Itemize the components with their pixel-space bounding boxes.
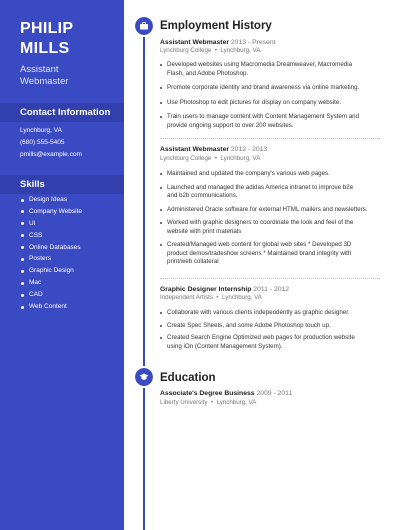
job-bullets bbox=[160, 309, 380, 351]
job-bullet: Administered Oracle software for external HTML mailers and newsletters. bbox=[160, 206, 380, 215]
skill-item: Mac bbox=[20, 279, 82, 291]
job-bullet: Collaborate with various clients independently as graphic designer. bbox=[160, 309, 380, 318]
job-dates: 2013 - Present bbox=[230, 39, 276, 46]
education-location: Lynchburg, VA bbox=[216, 399, 257, 406]
job-bullet: Maintained and updated the company's various web pages. bbox=[160, 170, 380, 179]
job-bullet: Promote corporate identity and brand awareness via online marketing. bbox=[160, 84, 380, 93]
degree: Associate's Degree Business bbox=[160, 390, 255, 397]
candidate-title bbox=[20, 64, 68, 88]
job-bullet: Created Search Engine Optimized web pages for production website using iOn (Content Management System). bbox=[160, 334, 380, 351]
skill-item: Posters bbox=[20, 255, 82, 267]
skills-heading: Skills bbox=[20, 179, 45, 190]
job-location: Lynchburg, VA bbox=[222, 294, 262, 301]
section-divider bbox=[160, 278, 380, 279]
job-header bbox=[160, 145, 267, 154]
job-header bbox=[160, 38, 276, 47]
job-bullet: Create Spec Sheets, and some Adobe Photoshop touch up. bbox=[160, 322, 380, 331]
skill-item: Web Content bbox=[20, 303, 82, 315]
skill-item: CAD bbox=[20, 291, 82, 303]
job-bullets bbox=[160, 61, 380, 130]
graduation-cap-icon bbox=[135, 368, 153, 386]
job-org: Lynchburg College bbox=[160, 155, 212, 162]
job-dates: 2012 - 2013 bbox=[230, 146, 268, 153]
candidate-name bbox=[20, 19, 73, 59]
briefcase-icon bbox=[135, 17, 153, 35]
contact-email[interactable]: pmills@example.com bbox=[20, 151, 82, 158]
job-bullet: Use Photoshop to edit pictures for display on company website. bbox=[160, 99, 380, 108]
contact-heading: Contact Information bbox=[20, 107, 111, 118]
last-name: MILLS bbox=[20, 40, 70, 57]
contact-phone: (680) 555-5405 bbox=[20, 139, 65, 146]
job-bullets bbox=[160, 170, 380, 267]
job-location: Lynchburg, VA bbox=[220, 155, 261, 162]
first-name: PHILIP bbox=[20, 20, 74, 37]
job-title: Assistant Webmaster bbox=[160, 146, 230, 153]
skill-item: Online Databases bbox=[20, 244, 82, 256]
skill-item: UI bbox=[20, 220, 82, 232]
job-subheader: Lynchburg College • Lynchburg, VA bbox=[160, 47, 261, 54]
sidebar bbox=[0, 0, 124, 530]
section-divider bbox=[160, 138, 380, 139]
job-dates: 2011 - 2012 bbox=[253, 286, 290, 293]
job-title: Graphic Designer Internship bbox=[160, 286, 252, 293]
education-subheader: Liberty University • Lynchburg, VA bbox=[160, 399, 257, 406]
school: Liberty University bbox=[160, 399, 208, 406]
employment-heading: Employment History bbox=[160, 20, 272, 32]
skill-item: Graphic Design bbox=[20, 267, 82, 279]
job-org: Independent Artists bbox=[160, 294, 213, 301]
job-subheader: Lynchburg College • Lynchburg, VA bbox=[160, 155, 261, 162]
skills-heading-band bbox=[0, 175, 124, 194]
job-title: Assistant Webmaster bbox=[160, 39, 230, 46]
education-header bbox=[160, 389, 292, 398]
title-line-1: Assistant bbox=[20, 64, 59, 75]
contact-city: Lynchburg, VA bbox=[20, 127, 62, 134]
job-org: Lynchburg College bbox=[160, 47, 212, 54]
job-bullet: Launched and managed the adidas America intranet to improve b2e and b2b communications. bbox=[160, 184, 380, 201]
skills-list bbox=[20, 196, 82, 315]
timeline-line bbox=[143, 26, 145, 530]
education-dates: 2009 - 2011 bbox=[256, 390, 293, 397]
job-bullet: Created/Managed web content for global web sites * Developed 3D product demos/tradeshow screens * Maintained brand integrity with print/web collateral bbox=[160, 241, 380, 267]
skill-item: Company Website bbox=[20, 208, 82, 220]
job-subheader: Independent Artists • Lynchburg, VA bbox=[160, 294, 262, 301]
contact-heading-band bbox=[0, 103, 124, 122]
job-bullet: Train users to manage content with Content Management System and provide ongoing support to over 200 websites. bbox=[160, 113, 380, 130]
job-bullet: Developed websites using Macromedia Dreamweaver, Macromedia Flash, and Adobe Photoshop. bbox=[160, 61, 380, 78]
job-bullet: Worked with graphic designers to coordinate the look and feel of the website with print materials bbox=[160, 219, 380, 236]
job-header bbox=[160, 285, 289, 294]
title-line-2: Webmaster bbox=[20, 76, 69, 87]
job-location: Lynchburg, VA bbox=[220, 47, 261, 54]
skill-item: Design Ideas bbox=[20, 196, 82, 208]
education-heading: Education bbox=[160, 372, 216, 384]
skill-item: CSS bbox=[20, 232, 82, 244]
